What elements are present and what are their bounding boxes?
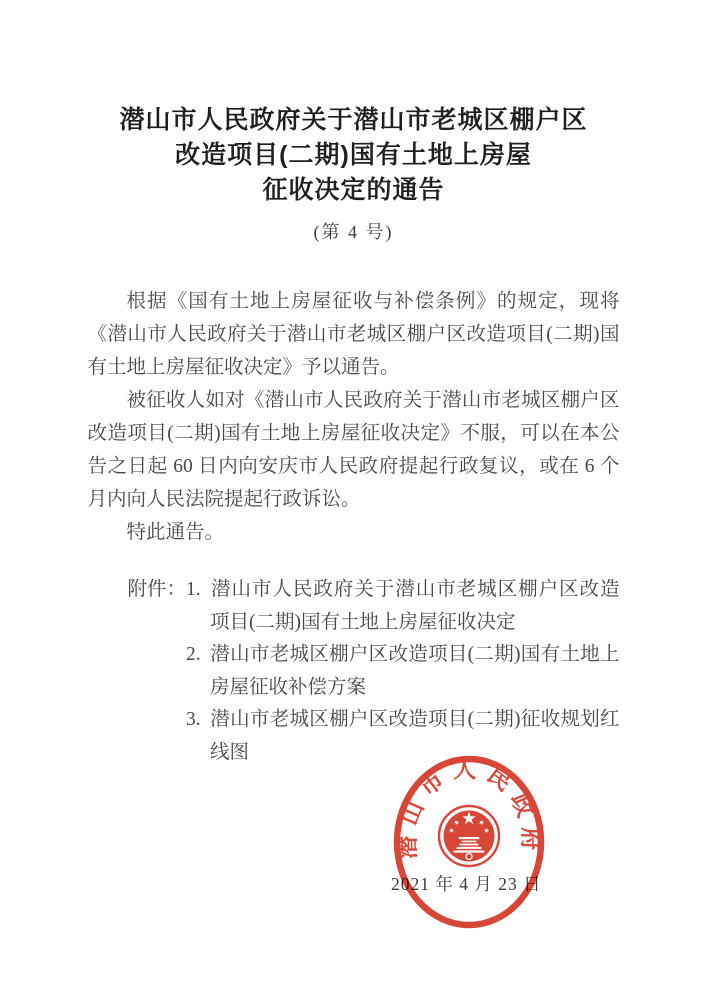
national-emblem-icon (439, 806, 499, 866)
attachment-item (186, 639, 619, 704)
notice-body (88, 285, 620, 769)
attachments-section (128, 574, 620, 769)
government-seal (390, 752, 548, 933)
attachment-item (186, 574, 619, 639)
notice-title-line-2: 改造项目(二期)国有土地上房屋 (175, 141, 532, 169)
notice-title-line-3: 征收决定的通告 (262, 176, 445, 204)
paragraph-closing: 特此通告。 (126, 522, 225, 543)
paragraph-basis: 根据《国有土地上房屋征收与补偿条例》的规定，现将《潜山市人民政府关于潜山市老城区棚户区改造项目(二期)国有土地上房屋征收决定》予以通告。 (87, 291, 620, 378)
notice-title (0, 103, 707, 208)
attachment-number: 2. (186, 644, 201, 665)
attachment-number: 1. (186, 579, 201, 600)
attachment-text: 潜山市老城区棚户区改造项目(二期)征收规划红线图 (210, 709, 620, 763)
attachments-list (186, 574, 619, 769)
attachment-number: 3. (186, 709, 201, 730)
attachment-text: 潜山市人民政府关于潜山市老城区棚户区改造项目(二期)国有土地上房屋征收决定 (210, 579, 620, 633)
issue-date: 2021 年 4 月 23 日 (391, 874, 542, 894)
doc-number: (第 4 号) (313, 222, 394, 242)
attachments-label: 附件： (127, 579, 187, 600)
notice-title-line-1: 潜山市人民政府关于潜山市老城区棚户区 (119, 106, 588, 134)
attachment-text: 潜山市老城区棚户区改造项目(二期)国有土地上房屋征收补偿方案 (210, 644, 620, 698)
seal-arc-text: 潜山市人民政府 (394, 756, 544, 860)
paragraph-appeal-rights: 被征收人如对《潜山市人民政府关于潜山市老城区棚户区改造项目(二期)国有土地上房屋征收决定》不服，可以在本公告之日起 60 日内向安庆市人民政府提起行政复议，或在 6 个月内向人民法院提起行政诉讼。 (87, 390, 620, 510)
